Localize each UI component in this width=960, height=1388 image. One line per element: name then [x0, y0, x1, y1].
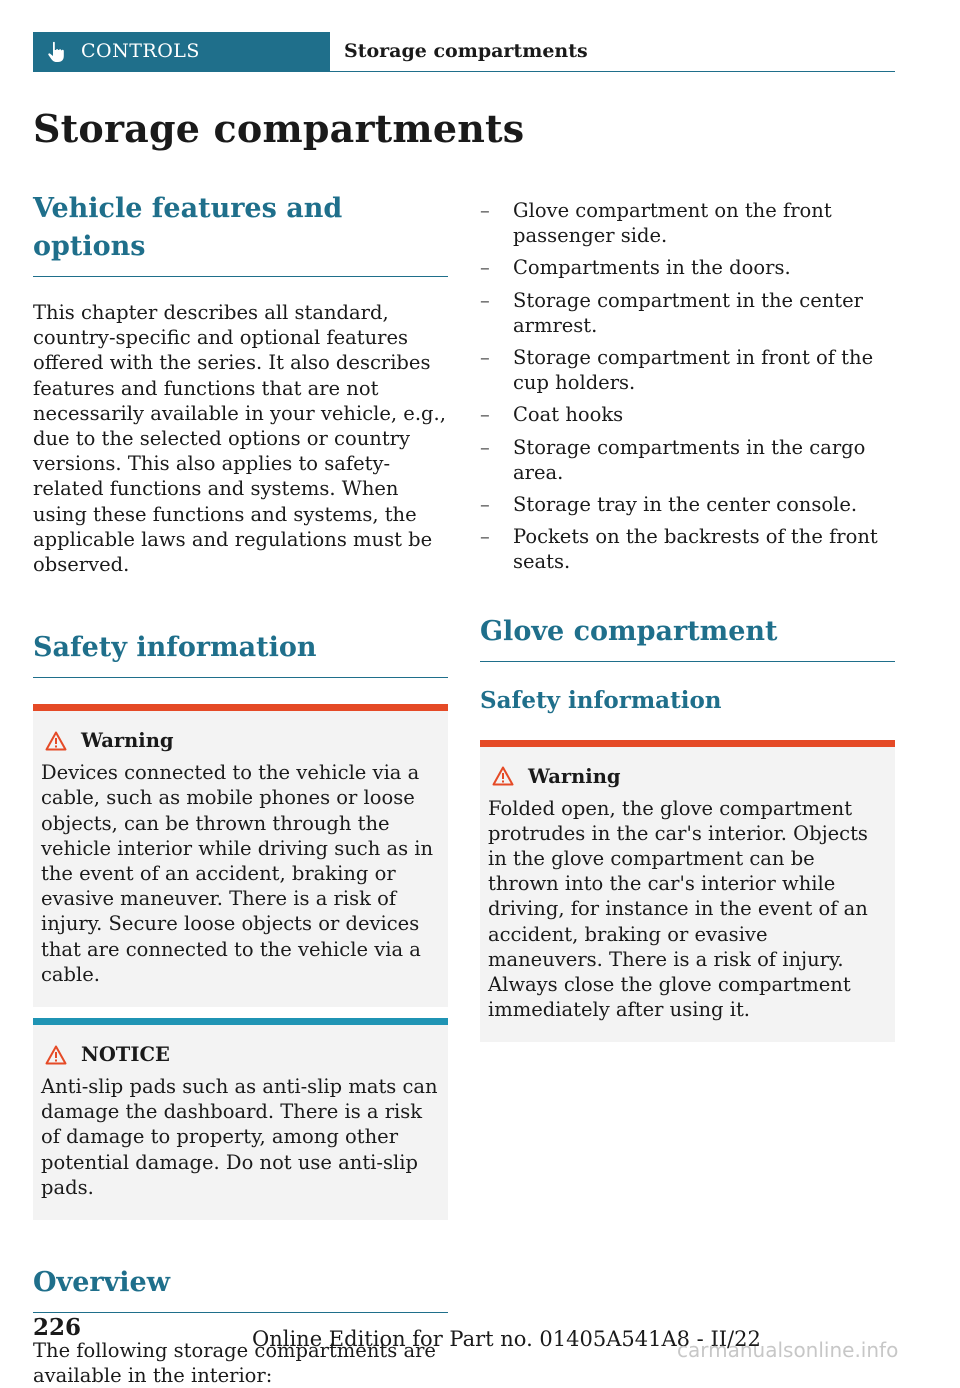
list-item [480, 288, 895, 338]
warning-header [41, 728, 440, 753]
watermark: carmanualsonline.info [677, 1338, 899, 1362]
list-item-text: Storage compartments in the cargo area. [513, 435, 866, 484]
warning-triangle-icon [45, 1045, 67, 1065]
warning-triangle-icon [492, 766, 514, 786]
list-item-text: Storage tray in the center console. [513, 493, 858, 517]
safety-heading: Safety information [33, 629, 448, 678]
dash-icon: – [480, 435, 490, 459]
storage-list [480, 198, 895, 575]
list-item [480, 198, 895, 248]
right-column [480, 190, 895, 1042]
notice-title: NOTICE [81, 1043, 170, 1067]
glove-heading: Glove compartment [480, 613, 895, 662]
list-item [480, 524, 895, 574]
pointing-hand-icon [46, 41, 66, 63]
dash-icon: – [480, 288, 490, 312]
dash-icon: – [480, 199, 490, 222]
warning-title: Warning [81, 729, 174, 753]
list-item [480, 435, 895, 485]
glove-safety-heading: Safety information [480, 686, 722, 714]
page-header [33, 32, 895, 72]
list-item-text: Storage compartment in front of the cup holders. [513, 346, 874, 395]
notice-text: Anti-slip pads such as anti-slip mats can damage the dashboard. There is a risk of damage to property, among other potential damage. Do not use anti-slip pads. [41, 1075, 438, 1199]
notice-header [41, 1042, 440, 1067]
warning-triangle-icon [45, 731, 67, 751]
glove-warning-text: Folded open, the glove compartment protrudes in the car's interior. Objects in the glove compartment can be thrown into the car's interior while driving, for instance in the event of an accident, braking or evasive maneuvers. There is a risk of injury. Always close the glove compartment immediately after using it. [488, 796, 868, 1022]
list-item-text: Glove compartment on the front passenger side. [513, 199, 832, 248]
page-title: Storage compartments [33, 106, 525, 151]
left-column [33, 190, 448, 1388]
chapter-title: Storage compartments [344, 40, 588, 62]
list-item-text: Storage compartment in the center armrest. [513, 288, 863, 337]
section-label: CONTROLS [81, 40, 200, 62]
warning-text: Devices connected to the vehicle via a cable, such as mobile phones or loose objects, can be thrown through the vehicle interior while driving such as in the event of an accident, braking or evasive maneuver. There is a risk of injury. Secure loose objects or devices that are connected to the vehicle via a cable. [41, 761, 434, 986]
dash-icon: – [480, 403, 490, 427]
list-item [480, 402, 895, 427]
glove-warning-box [480, 740, 895, 1043]
edition-note: Online Edition for Part no. 01405A541A8 - II/22 [252, 1327, 761, 1351]
page-number: 226 [33, 1314, 82, 1341]
list-item-text: Coat hooks [513, 403, 624, 427]
dash-icon: – [480, 525, 490, 549]
vehicle-features-text: This chapter describes all standard, country-specific and optional features offered with the series. It also describes features and functions that are not necessarily available in your vehicle, e.g., due to the selected options or country versions. This also applies to safety-related functions and systems. When using these functions and systems, the applicable laws and regulations must be observed. [33, 301, 446, 577]
list-item [480, 255, 895, 280]
list-item [480, 345, 895, 395]
list-item-text: Pockets on the backrests of the front seats. [513, 525, 878, 574]
glove-warning-header [488, 764, 887, 789]
notice-box [33, 1018, 448, 1220]
dash-icon: – [480, 256, 490, 280]
overview-text: The following storage compartments are available in the interior: [33, 1339, 436, 1388]
vehicle-features-heading: Vehicle features and options [33, 190, 448, 277]
dash-icon: – [480, 493, 490, 517]
glove-warning-title: Warning [528, 764, 621, 788]
warning-box [33, 704, 448, 1007]
list-item [480, 492, 895, 517]
list-item-text: Compartments in the doors. [513, 256, 791, 280]
overview-heading: Overview [33, 1264, 448, 1313]
section-tab [33, 32, 330, 71]
dash-icon: – [480, 346, 490, 370]
